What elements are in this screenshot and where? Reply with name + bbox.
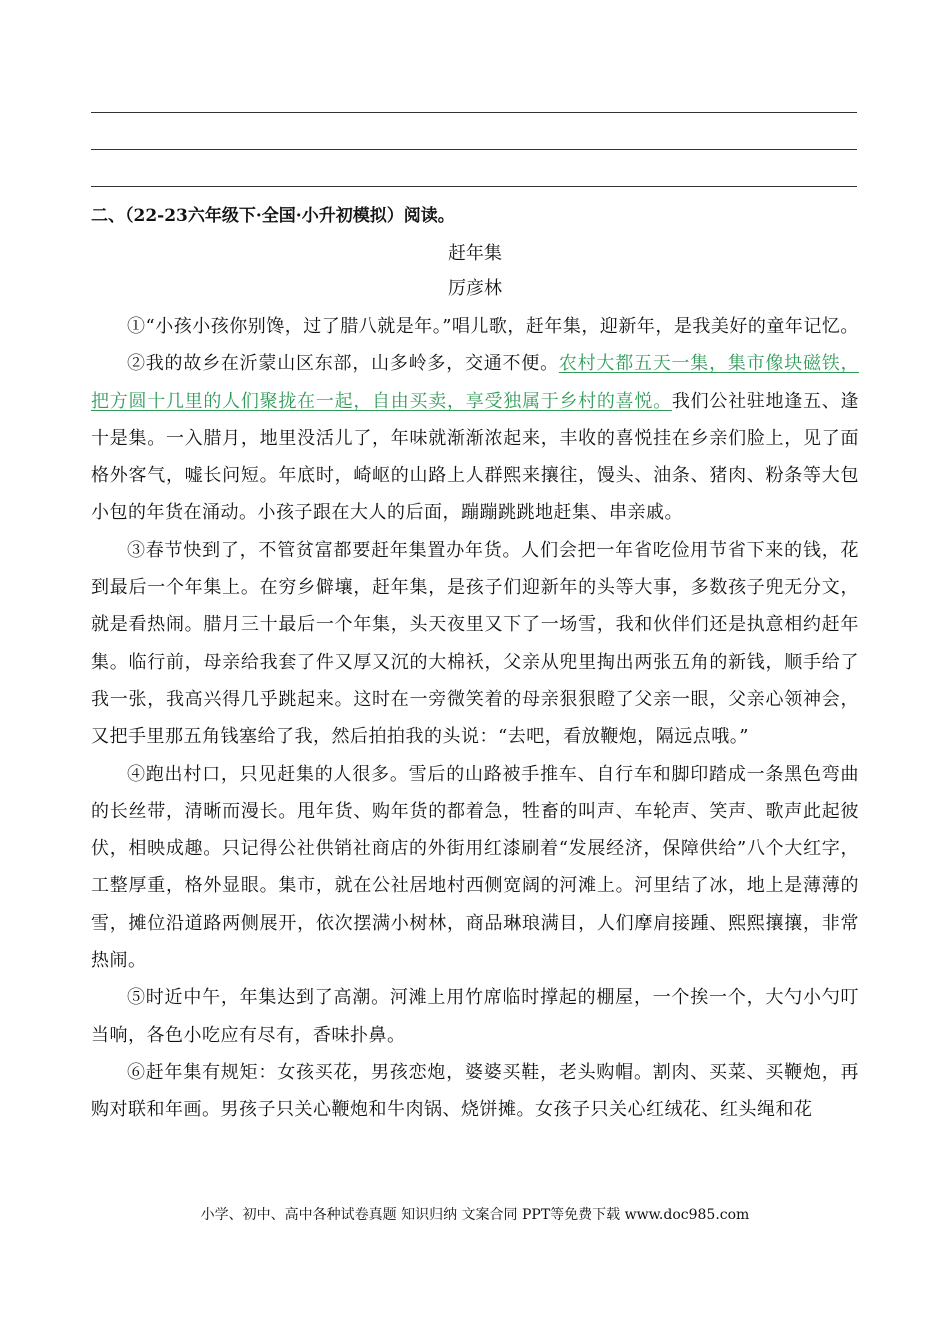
paragraph-2: [91, 345, 859, 531]
paragraph-text: ⑤时近中午，年集达到了高潮。河滩上用竹席临时撑起的棚屋，一个挨一个，大勺小勺叮当响，各色小吃应有尽有，香味扑鼻。: [91, 987, 859, 1046]
highlighted-sentence: 农村大都五天一集，集市像块磁铁，把方圆十几里的人们聚拢在一起，自由买卖，享受独属于乡村的喜悦。: [91, 353, 860, 412]
paragraph-text: ②我的故乡在沂蒙山区东部，山多岭多，交通不便。: [127, 353, 559, 375]
paragraph-text: ④跑出村口，只见赶集的人很多。雪后的山路被手推车、自行车和脚印踏成一条黑色弯曲的长丝带，清晰而漫长。甩年货、购年货的都着急，牲畜的叫声、车轮声、笑声、歌声此起彼伏，相映成趣。只记得公社供销社商店的外街用红漆刷着“发展经济，保障供给”八个大红字，工整厚重，格外显眼。集市，就在公社居地村西侧宽阔的河滩上。河里结了冰，地上是薄薄的雪，摊位沿道路两侧展开，依次摆满小树林，商品琳琅满目，人们摩肩接踵、熙熙攘攘，非常热闹。: [91, 763, 859, 972]
paragraph-text: ①“小孩小孩你别馋，过了腊八就是年。”唱儿歌，赶年集，迎新年，是我美好的童年记忆。: [127, 316, 859, 337]
paragraph-1: [91, 308, 859, 345]
paragraph-text: ③春节快到了，不管贫富都要赶年集置办年货。人们会把一年省吃俭用节省下来的钱，花到最后一个年集上。在穷乡僻壤，赶年集，是孩子们迎新年的头等大事，多数孩子兜无分文，就是看热闹。腊月三十最后一个年集，头天夜里又下了一场雪，我和伙伴们还是执意相约赶年集。临行前，母亲给我套了件又厚又沉的大棉袄，父亲从兜里掏出两张五角的新钱，顺手给了我一张，我高兴得几乎跳起来。这时在一旁微笑着的母亲狠狠瞪了父亲一眼，父亲心领神会，又把手里那五角钱塞给了我，然后拍拍我的头说：“去吧，看放鞭炮，隔远点哦。”: [91, 539, 859, 748]
paragraph-6: [91, 1054, 859, 1129]
article-body: [91, 308, 859, 1129]
paragraph-3: [91, 532, 859, 756]
answer-line-2: [91, 149, 857, 150]
page-footer: 小学、初中、高中各种试卷真题 知识归纳 文案合同 PPT等免费下载 www.doc985.com: [200, 1207, 750, 1223]
paragraph-text: ⑥赶年集有规矩：女孩买花，男孩恋炮，婆婆买鞋，老头购帽。割肉、买菜、买鞭炮，再购对联和年画。男孩子只关心鞭炮和牛肉锅、烧饼摊。女孩子只关心红绒花、红头绳和花: [91, 1061, 859, 1121]
paragraph-text: 我们公社驻地逢五、逢十是集。一入腊月，地里没活儿了，年味就渐渐浓起来，丰收的喜悦挂在乡亲们脸上，见了面格外客气，嘘长问短。年底时，崎岖的山路上人群熙来攘往，馒头、油条、猪肉、粉条等大包小包的年货在涌动。小孩子跟在大人的后面，蹦蹦跳跳地赶集、串亲戚。: [91, 390, 859, 524]
article-title: 赶年集: [448, 243, 502, 264]
article-author: 厉彦林: [448, 278, 502, 299]
paragraph-5: [91, 979, 859, 1054]
question-heading: 二、（22-23六年级下·全国·小升初模拟）阅读。: [91, 206, 455, 226]
answer-line-1: [91, 112, 857, 113]
answer-line-3: [91, 186, 857, 187]
paragraph-4: [91, 756, 859, 980]
